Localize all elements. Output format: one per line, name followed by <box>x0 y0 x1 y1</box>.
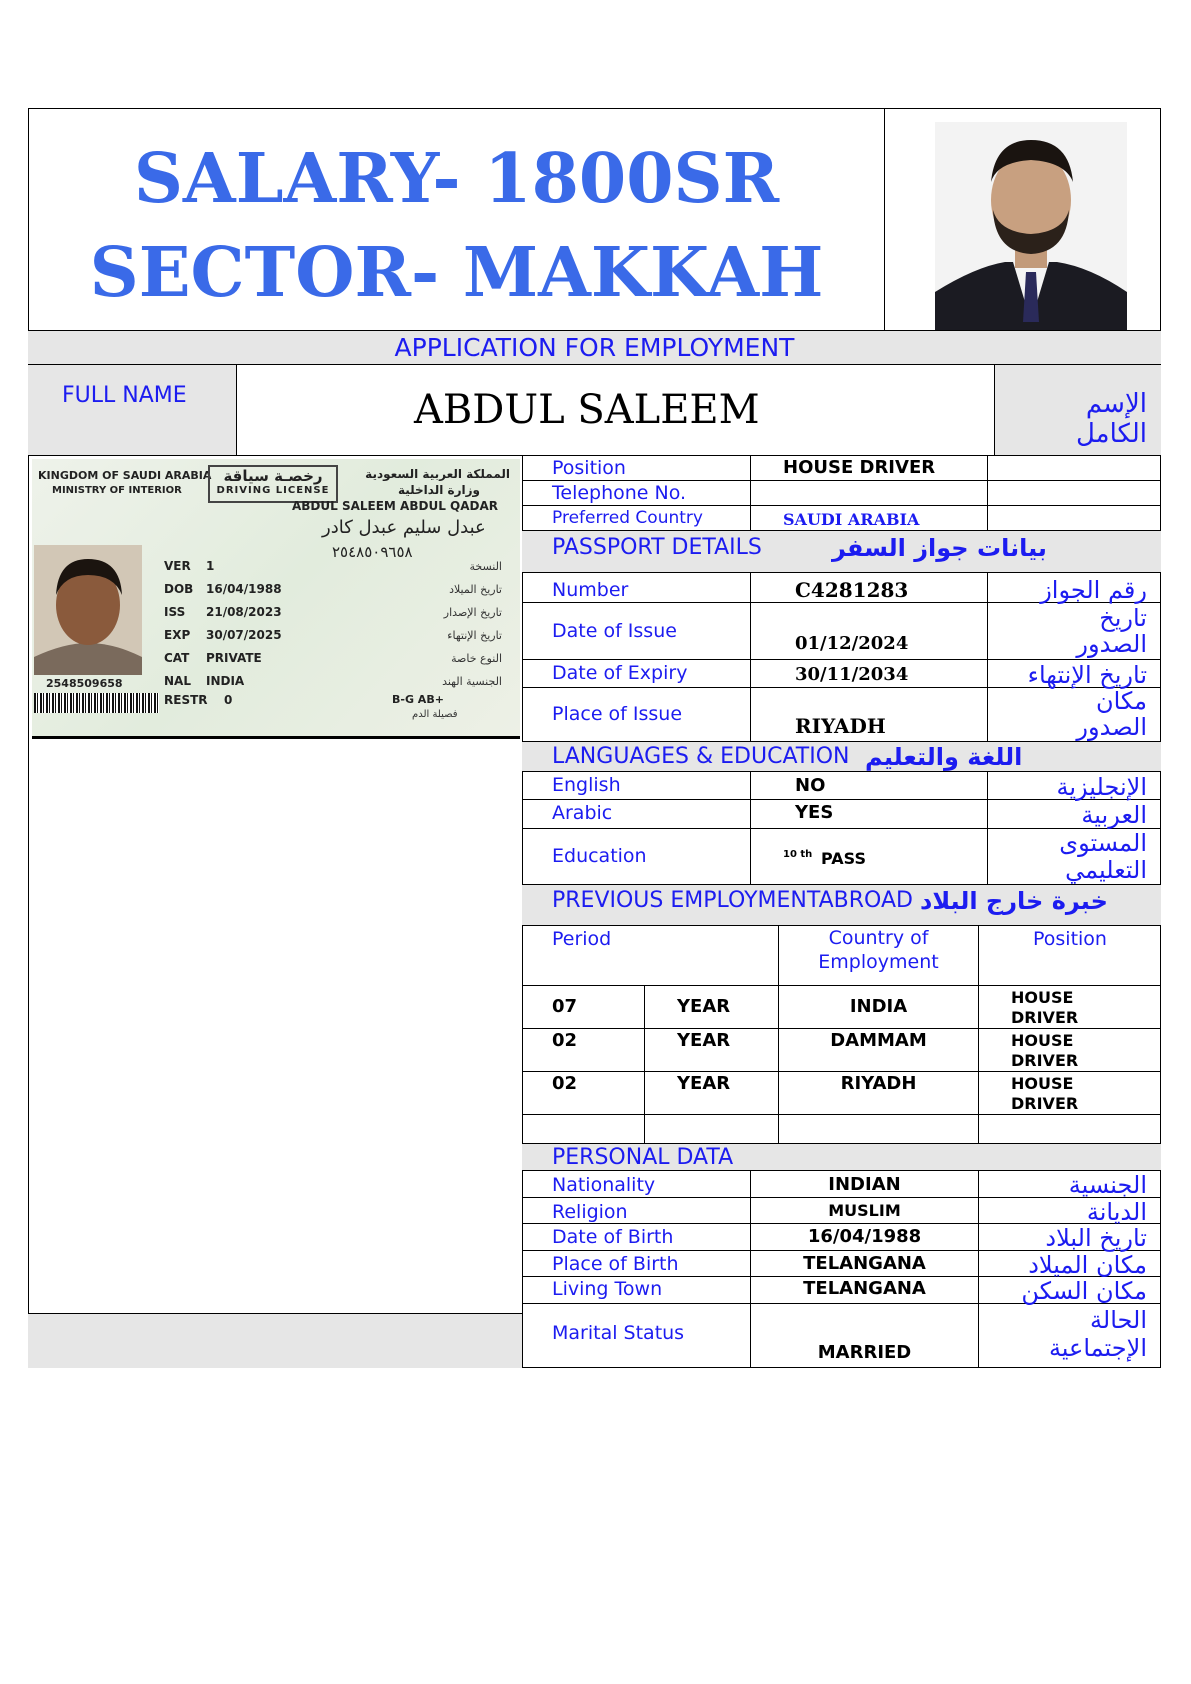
header-cell <box>28 108 885 330</box>
telephone-label: Telephone No. <box>522 481 751 505</box>
license-blood: B-G AB+ <box>392 693 444 706</box>
employment-position-header: Position <box>1033 928 1107 950</box>
passport-number-value: C4281283 <box>751 573 988 602</box>
personal-value: MUSLIM <box>751 1198 979 1223</box>
personal-value: TELANGANA <box>751 1251 979 1276</box>
passport-number-label: Number <box>522 573 751 602</box>
employment-position-1: HOUSE <box>1011 1031 1074 1050</box>
passport-place-value: RIYADH <box>751 688 988 741</box>
passport-title-ar: بيانات جواز السفر <box>832 534 1047 562</box>
license-field-ar: الجنسية الهند <box>442 675 502 688</box>
arabic-label: Arabic <box>522 800 751 828</box>
personal-ar: تاريخ البلاد <box>1045 1224 1147 1252</box>
license-field-key: ISS <box>164 605 186 619</box>
empty-cell <box>645 1115 779 1143</box>
full-name-arabic-1: الإسم <box>1085 389 1147 419</box>
form-title-bar <box>28 330 1161 365</box>
employment-position <box>979 988 1161 1028</box>
education-value: PASS <box>821 849 866 868</box>
passport-row-expiry <box>522 660 1161 688</box>
personal-row <box>522 1277 1161 1304</box>
passport-title: PASSPORT DETAILS <box>552 535 762 560</box>
license-field-key: DOB <box>164 582 194 596</box>
license-field-value: PRIVATE <box>206 651 262 665</box>
personal-ar-1: الحالة <box>1090 1306 1147 1334</box>
left-bottom-gray <box>28 1313 522 1368</box>
preferred-country-value: SAUDI ARABIA <box>751 506 988 530</box>
employment-title-ar: خبرة خارج البلاد <box>920 887 1108 915</box>
employment-row <box>522 1029 1161 1072</box>
employment-country-header <box>779 926 979 985</box>
employment-years: 02 <box>522 1072 645 1114</box>
education-superscript: 10 th <box>783 849 813 860</box>
telephone-row <box>522 481 1161 506</box>
license-ministry: MINISTRY OF INTERIOR <box>52 485 182 496</box>
passport-expiry-label: Date of Expiry <box>522 660 751 687</box>
passport-issue-value: 01/12/2024 <box>751 603 988 659</box>
employment-row-empty <box>522 1115 1161 1144</box>
personal-row <box>522 1304 1161 1368</box>
full-name-value: ABDUL SALEEM <box>414 387 760 433</box>
languages-title: LANGUAGES & EDUCATION <box>552 744 850 769</box>
personal-value: MARRIED <box>751 1304 979 1368</box>
license-field-ar: تاريخ الميلاد <box>449 583 502 596</box>
employment-country: INDIA <box>779 986 979 1028</box>
driving-license-image <box>32 459 520 739</box>
personal-label: Nationality <box>522 1171 751 1197</box>
employment-position-1: HOUSE <box>1011 1074 1074 1093</box>
license-field-ar: النسخة <box>469 560 502 573</box>
passport-expiry-ar: تاريخ الإنتهاء <box>1027 661 1147 689</box>
form-title: APPLICATION FOR EMPLOYMENT <box>394 333 795 362</box>
license-field-ar: النوع خاصة <box>451 652 502 665</box>
position-row <box>522 456 1161 481</box>
license-field-key: CAT <box>164 651 190 665</box>
personal-ar: مكان الميلاد <box>1028 1251 1147 1279</box>
position-label: Position <box>522 456 751 480</box>
english-value: NO <box>751 772 988 799</box>
personal-label: Religion <box>522 1198 751 1223</box>
passport-place-label: Place of Issue <box>522 688 751 741</box>
license-arabic-fields <box>332 555 502 693</box>
personal-value: TELANGANA <box>751 1277 979 1303</box>
employment-period-header: Period <box>522 926 779 985</box>
arabic-value: YES <box>751 800 988 828</box>
license-country: KINGDOM OF SAUDI ARABIA <box>38 469 212 482</box>
license-name-en: ABDUL SALEEM ABDUL QADAR <box>292 499 498 513</box>
salary-heading: SALARY- 1800SR <box>133 139 780 219</box>
license-field-value: 21/08/2023 <box>206 605 282 619</box>
license-field-value: 16/04/1988 <box>206 582 282 596</box>
employment-country: DAMMAM <box>779 1029 979 1071</box>
empty-cell <box>779 1115 979 1143</box>
empty-cell <box>522 1115 645 1143</box>
full-name-label: FULL NAME <box>62 383 187 408</box>
license-number: 2548509658 <box>46 677 123 690</box>
english-label: English <box>522 772 751 799</box>
passport-row-number <box>522 573 1161 603</box>
license-field-key: VER <box>164 559 191 573</box>
position-value: HOUSE DRIVER <box>751 456 988 480</box>
employment-row <box>522 986 1161 1029</box>
employment-unit: YEAR <box>645 1072 779 1114</box>
employment-unit: YEAR <box>645 1029 779 1071</box>
employment-country-header-1: Country of <box>828 927 929 949</box>
license-field-key: NAL <box>164 674 191 688</box>
employment-position-2: DRIVER <box>1011 1051 1079 1070</box>
full-name-arabic-cell <box>994 365 1161 456</box>
personal-row <box>522 1251 1161 1277</box>
sector-heading: SECTOR- MAKKAH <box>89 233 824 313</box>
languages-title-ar: اللغة والتعليم <box>865 743 1023 771</box>
personal-label: Place of Birth <box>522 1251 751 1276</box>
language-row-english <box>522 772 1161 800</box>
preferred-country-label: Preferred Country <box>522 506 751 530</box>
license-title-en: DRIVING LICENSE <box>216 485 330 496</box>
license-field-ar: تاريخ الإنتهاء <box>447 629 502 642</box>
education-ar-1: المستوى <box>1059 829 1147 857</box>
applicant-photo <box>935 122 1127 330</box>
personal-title: PERSONAL DATA <box>552 1145 734 1170</box>
employment-years: 02 <box>522 1029 645 1071</box>
passport-row-place <box>522 688 1161 742</box>
license-title-ar: رخصـة سياقة <box>223 467 323 485</box>
passport-issue-label: Date of Issue <box>522 603 751 659</box>
passport-expiry-value: 30/11/2034 <box>751 660 988 687</box>
personal-label: Date of Birth <box>522 1224 751 1250</box>
employment-row <box>522 1072 1161 1115</box>
full-name-arabic-2: الكامل <box>1075 419 1147 449</box>
license-name-ar: عبدل سليم عبدل كادر <box>322 517 486 538</box>
employment-unit: YEAR <box>645 986 779 1028</box>
preferred-country-row <box>522 506 1161 531</box>
personal-row <box>522 1224 1161 1251</box>
passport-number-ar: رقم الجواز <box>1040 576 1147 604</box>
full-name-value-cell <box>237 365 994 456</box>
passport-issue-ar-1: تاريخ <box>1099 604 1147 632</box>
license-field-key: RESTR <box>164 693 208 707</box>
employment-country-header-2: Employment <box>818 951 939 973</box>
license-field-value: INDIA <box>206 674 245 688</box>
employment-section-header <box>522 885 1161 926</box>
license-field-value: 30/07/2025 <box>206 628 282 642</box>
employment-country: RIYADH <box>779 1072 979 1114</box>
personal-label: Marital Status <box>522 1304 751 1368</box>
personal-label: Living Town <box>522 1277 751 1303</box>
languages-section-header <box>522 742 1161 772</box>
personal-value: INDIAN <box>751 1171 979 1197</box>
employment-years: 07 <box>522 986 645 1028</box>
employment-position-1: HOUSE <box>1011 988 1074 1007</box>
license-kingdom-ar: المملكة العربية السعودية <box>365 467 510 481</box>
passport-issue-ar-2: الصدور <box>1076 630 1147 658</box>
full-name-label-cell <box>28 365 237 456</box>
employment-position-2: DRIVER <box>1011 1094 1079 1113</box>
personal-row <box>522 1171 1161 1198</box>
license-field-ar: تاريخ الإصدار <box>443 606 502 619</box>
license-field-value: 1 <box>206 559 215 573</box>
license-face-photo <box>34 545 142 675</box>
employment-title: PREVIOUS EMPLOYMENTABROAD <box>552 888 913 913</box>
employment-header-row <box>522 926 1161 986</box>
education-ar-2: التعليمي <box>1065 856 1147 884</box>
personal-row <box>522 1198 1161 1224</box>
license-blood-ar: فصيلة الدم <box>412 709 458 720</box>
education-label: Education <box>522 829 751 884</box>
license-field-value: 0 <box>224 693 233 707</box>
passport-section-header <box>522 531 1161 573</box>
license-barcode <box>34 693 159 713</box>
employment-position <box>979 1031 1161 1071</box>
employment-position-2: DRIVER <box>1011 1008 1079 1027</box>
english-ar: الإنجليزية <box>1056 773 1147 801</box>
passport-row-issue-date <box>522 603 1161 660</box>
license-ministry-ar: وزارة الداخلية <box>397 483 480 497</box>
license-fields <box>164 555 316 693</box>
arabic-ar: العربية <box>1081 801 1147 829</box>
passport-place-ar-2: الصدور <box>1076 713 1147 741</box>
language-row-arabic <box>522 800 1161 829</box>
personal-ar: الجنسية <box>1068 1171 1147 1199</box>
telephone-value <box>751 481 988 505</box>
employment-position <box>979 1074 1161 1114</box>
personal-ar: مكان السكن <box>1021 1277 1147 1305</box>
personal-ar-2: الإجتماعية <box>1048 1334 1147 1362</box>
passport-place-ar-1: مكان <box>1095 687 1147 715</box>
license-number-ar: ٢٥٤٨٥٠٩٦٥٨ <box>332 543 413 561</box>
personal-section-header <box>522 1144 1161 1171</box>
education-row <box>522 829 1161 885</box>
education-value-cell <box>751 829 988 884</box>
personal-ar: الديانة <box>1086 1198 1147 1226</box>
personal-value: 16/04/1988 <box>751 1224 979 1250</box>
license-field-key: EXP <box>164 628 191 642</box>
